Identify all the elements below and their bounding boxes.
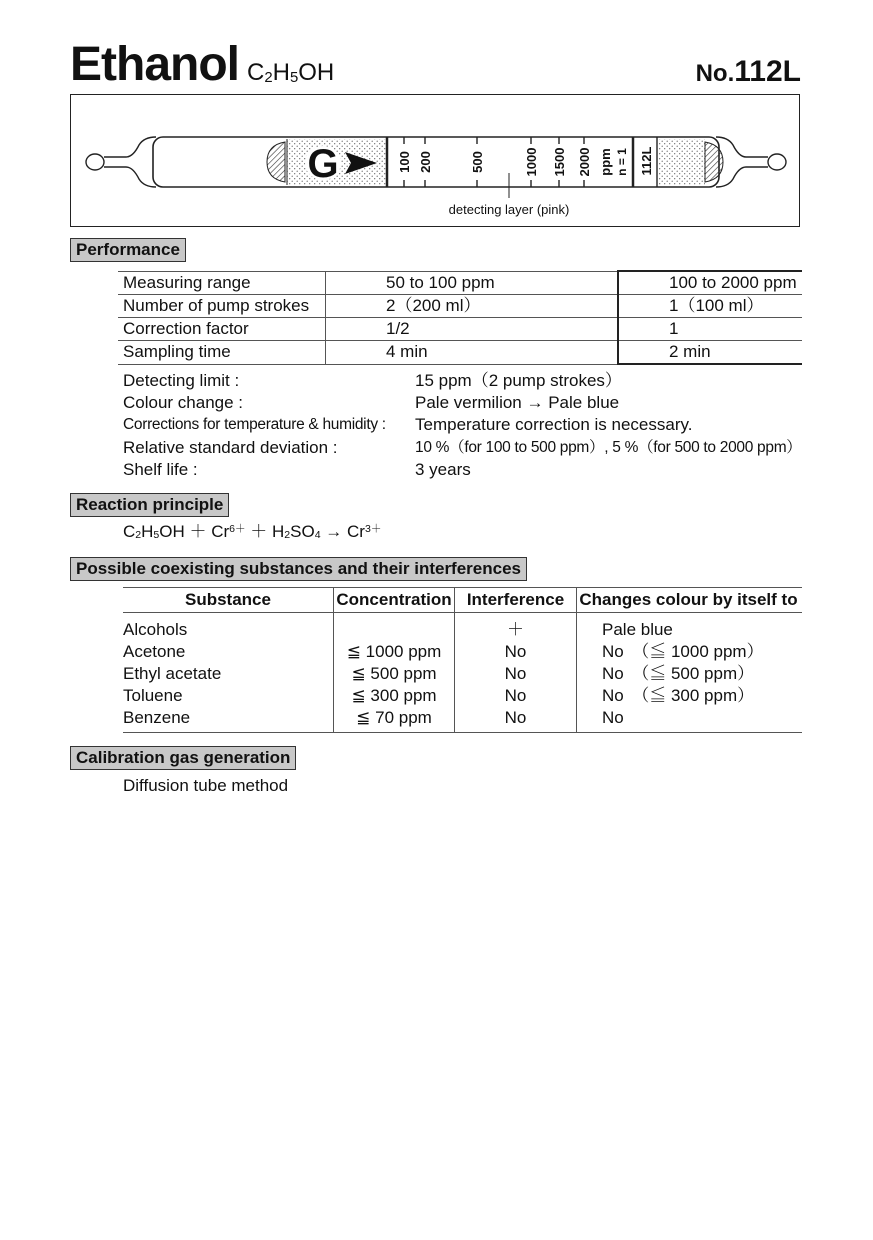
performance-table xyxy=(118,270,802,365)
table-row: Acetone ≦ 1000 ppm No No （≦ 1000 ppm） xyxy=(123,641,802,663)
column-header: Interference xyxy=(455,588,577,613)
detail-label: Shelf life : xyxy=(123,460,198,479)
tube-illustration xyxy=(70,94,800,227)
detail-value: 10 %（for 100 to 500 ppm）, 5 %（for 500 to 2000 ppm） xyxy=(415,439,802,456)
table-header-row xyxy=(123,588,802,613)
table-row: Benzene ≦ 70 ppm No No xyxy=(123,707,802,733)
table-row: Alcohols ＋ Pale blue xyxy=(123,619,802,641)
detecting-layer-caption: detecting layer (pink) xyxy=(448,202,570,217)
table-row: Number of pump strokes 2（200 ml） 1（100 ml） xyxy=(118,295,802,318)
section-interferences: Possible coexisting substances and their interferences xyxy=(70,557,527,581)
product-number: No.112L xyxy=(695,55,801,88)
reaction-equation: $C2H5OH + Cr^{6+} + H2SO4 \to Cr^{3+}$ xyxy=(123,522,382,542)
column-header: Changes colour by itself to xyxy=(577,588,803,613)
detail-label: Relative standard deviation : xyxy=(123,438,338,457)
detail-value: 15 ppm（2 pump strokes） xyxy=(415,371,622,390)
table-row: Measuring range 50 to 100 ppm 100 to 2000 ppm xyxy=(118,271,802,295)
table-row: Ethyl acetate ≦ 500 ppm No No （≦ 500 ppm） xyxy=(123,663,802,685)
table-row: Correction factor 1/2 1 xyxy=(118,318,802,341)
scale-label: 500 xyxy=(470,151,485,173)
compound-name: Ethanol xyxy=(70,38,239,91)
section-reaction-principle: Reaction principle xyxy=(70,493,229,517)
column-header: Substance xyxy=(123,588,334,613)
scale-label: 100 xyxy=(397,151,412,173)
scale-label: 1000 xyxy=(524,147,539,177)
tube-left-tip xyxy=(86,137,156,187)
detail-value: 3 years xyxy=(415,460,471,479)
section-calibration: Calibration gas generation xyxy=(70,746,296,770)
detail-value: Temperature correction is necessary. xyxy=(415,415,693,434)
detail-label: Corrections for temperature & humidity : xyxy=(123,416,386,433)
detail-label: Colour change : xyxy=(123,393,244,412)
interference-table xyxy=(123,587,802,733)
calibration-method: Diffusion tube method xyxy=(123,776,289,795)
scale-label: 200 xyxy=(418,151,433,173)
detail-label: Detecting limit : xyxy=(123,371,240,390)
reagent-layer-right xyxy=(659,139,705,185)
chemical-formula: C2H5OH xyxy=(247,59,335,86)
stroke-count-label: n = 1 xyxy=(615,148,629,176)
column-header: Concentration xyxy=(334,588,455,613)
scale-label: 1500 xyxy=(552,147,567,177)
table-row: Toluene ≦ 300 ppm No No （≦ 300 ppm） xyxy=(123,685,802,707)
tube-code-label: 112L xyxy=(639,146,654,176)
section-performance: Performance xyxy=(70,238,186,262)
detector-tube-diagram xyxy=(71,95,801,228)
unit-label: ppm xyxy=(598,148,613,176)
tube-right-tip xyxy=(716,137,786,187)
right-plug xyxy=(705,142,723,182)
table-row: Sampling time 4 min 2 min xyxy=(118,341,802,365)
svg-text:G: G xyxy=(307,142,339,186)
detail-value: Pale vermilion → Pale blue xyxy=(415,393,620,412)
scale-label: 2000 xyxy=(577,147,592,177)
